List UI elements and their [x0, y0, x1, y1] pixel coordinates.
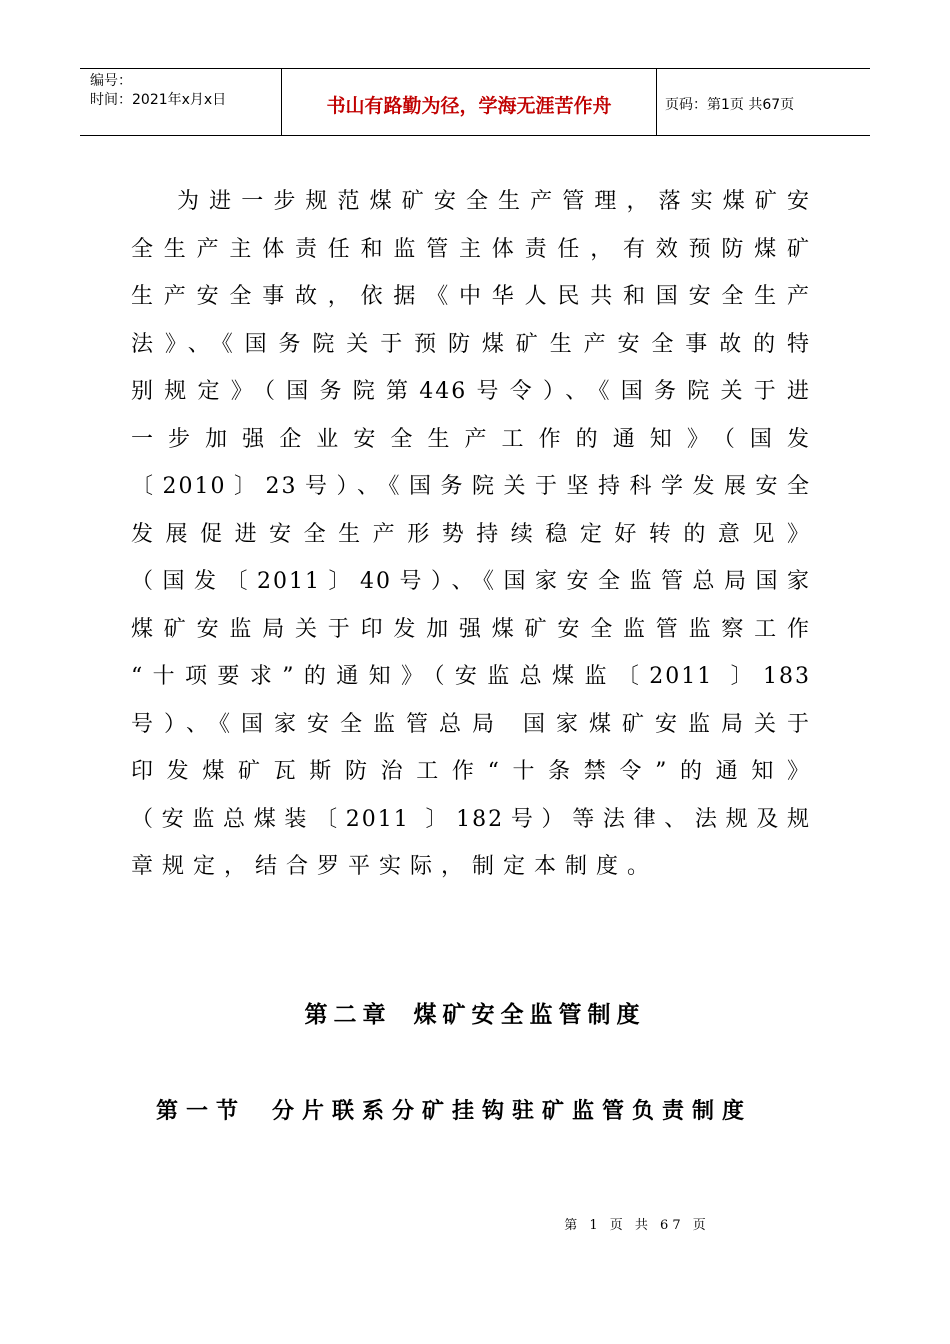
section-number: 第一节 [156, 1099, 247, 1124]
header-table [80, 68, 870, 136]
body-line: 煤矿安监局关于印发加强煤矿安全监管监察工作 [131, 616, 811, 642]
body-line: 法》、《国务院关于预防煤矿生产安全事故的特 [131, 331, 811, 357]
body-line: 印发煤矿瓦斯防治工作“十条禁令”的通知》 [131, 759, 811, 784]
header-page-info: 页码：第1页 共67页 [665, 97, 795, 113]
body-line: 为进一步规范煤矿安全生产管理，落实煤矿安 [177, 189, 811, 214]
section-heading [156, 1094, 752, 1125]
body-line: 一步加强企业安全生产工作的通知》（国发 [131, 426, 811, 452]
body-line: “十项要求”的通知》（安监总煤监〔2011 〕183 [131, 664, 811, 689]
header-motto: 书山有路勤为径，学海无涯苦作舟 [282, 69, 657, 135]
header-meta [80, 69, 282, 135]
body-line: 全生产主体责任和监管主体责任，有效预防煤矿 [131, 236, 811, 262]
body-line: 发展促进安全生产形势持续稳定好转的意见》 [131, 521, 811, 547]
body-line: 生产安全事故，依据《中华人民共和国安全生产 [131, 284, 811, 309]
header-date-label: 时间：2021年x月x日 [90, 92, 227, 108]
section-title: 分片联系分矿挂钩驻矿监管负责制度 [272, 1099, 753, 1124]
header-number-label: 编号： [90, 73, 132, 89]
body-line: 别规定》（国务院第446号令）、《国务院关于进 [131, 379, 811, 404]
page-footer: 第 1 页 共 67 页 [564, 1218, 710, 1233]
chapter-number: 第二章 [304, 1002, 392, 1028]
body-line: 〔2010〕23号）、《国务院关于坚持科学发展安全 [131, 474, 811, 499]
body-line: 章规定，结合罗平实际，制定本制度。 [131, 854, 659, 879]
chapter-title: 煤矿安全监管制度 [413, 1002, 646, 1028]
chapter-heading [0, 996, 950, 1029]
body-line: （安监总煤装〔2011 〕182号）等法律、法规及规 [131, 806, 811, 832]
body-line: （国发〔2011〕40号）、《国家安全监管总局国家 [131, 569, 811, 594]
body-line: 号）、《国家安全监管总局 国家煤矿安监局关于 [131, 711, 811, 737]
body-paragraph [131, 178, 811, 891]
